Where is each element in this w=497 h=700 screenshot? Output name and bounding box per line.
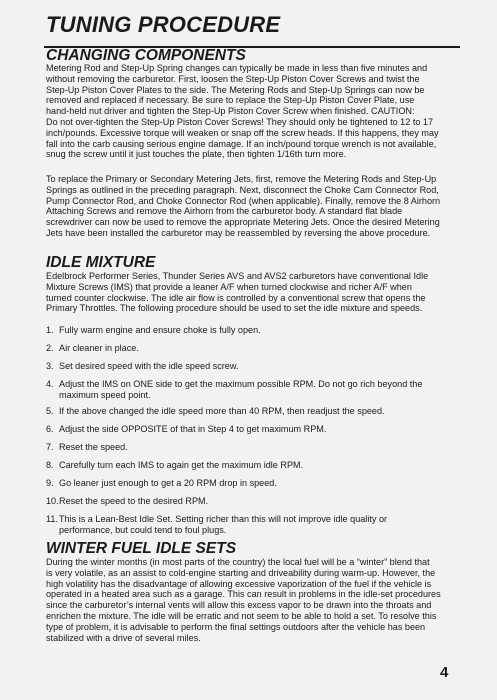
step-text: Adjust the side OPPOSITE of that in Step 4 to get maximum RPM. [59,424,327,434]
step-number: 1. [46,325,54,335]
step-number: 7. [46,442,54,452]
step-text: Air cleaner in place. [59,343,139,353]
changing-components-paragraph-1: Metering Rod and Step-Up Spring changes can typically be made in less than five minutes and without removing the carburetor. First, loosen the Step-Up Piston Cover Screws and twist the Step-Up Piston Cover Plates to the side. The Metering Rods and Step-Up Springs can now be removed and replaced if necessary. Be sure to replace the Step-Up Piston Cover Plate, use hand-held nut driver and tighten the Step-Up Piston Cover Screw when finished. CAUTION: Do not over-tighten the Step-Up Piston Cover Screws! They should only be tightened to 12 to 17 inch/pounds. Excessive torque will weaken or snap off the screw heads. If this happens, they may fall into the carb causing serious engine damage. If an inch/pound torque wrench is not available, snug the screw until it just touches the plate, then tighten 1/16th turn more. [46,63,439,160]
step-text: Carefully turn each IMS to again get the maximum idle RPM. [59,460,304,470]
step-number: 8. [46,460,54,470]
page-title: TUNING PROCEDURE [46,12,281,37]
step-text: Reset the speed to the desired RPM. [59,496,209,506]
idle-mixture-intro: Edelbrock Performer Series, Thunder Series AVS and AVS2 carburetors have conventional Idle Mixture Screws (IMS) that provide a leaner A/F when turned clockwise and richer A/F when turned counter clockwise. The idle air flow is controlled by a conventional screw that opens the Primary Throttles. The following procedure should be used to set the idle mixture and speeds. [46,271,429,314]
step-number: 9. [46,478,54,488]
step-number: 2. [46,343,54,353]
step-text: Adjust the IMS on ONE side to get the maximum possible RPM. Do not go rich beyond the maximum speed point. [59,379,423,400]
changing-components-heading: CHANGING COMPONENTS [46,47,246,64]
step-text: If the above changed the idle speed more than 40 RPM, then readjust the speed. [59,406,385,416]
page-number: 4 [440,664,449,681]
idle-mixture-heading: IDLE MIXTURE [46,254,156,271]
step-text: Fully warm engine and ensure choke is fully open. [59,325,261,335]
step-text: This is a Lean-Best Idle Set. Setting richer than this will not improve idle quality or performance, but could tend to foul plugs. [59,514,388,535]
step-number: 6. [46,424,54,434]
step-number: 3. [46,361,54,371]
step-number: 10. [46,496,59,506]
step-text: Reset the speed. [59,442,128,452]
winter-fuel-heading: WINTER FUEL IDLE SETS [46,540,237,557]
changing-components-paragraph-2: To replace the Primary or Secondary Metering Jets, first, remove the Metering Rods and Step-Up Springs as outlined in the preceding paragraph. Next, disconnect the Choke Cam Connector Rod, Pump Connector Rod, and Choke Connector Rod (when applicable). Finally, remove the 8 Airhorn Attaching Screws and remove the Airhorn from the carburetor body. A standard flat blade screwdriver can now be used to remove the appropriate Metering Jets. Once the desired Metering Jets have been installed the carburetor may be reassembled by reversing the above procedure. [46,174,441,238]
step-number: 4. [46,379,54,389]
winter-fuel-paragraph: During the winter months (in most parts of the country) the local fuel will be a “winter” blend that is very volatile, as an assist to cold-engine starting and driveability during warm-up. However, the high volatility has the disadvantage of allowing excessive vaporization of the fuel if the vehicle is operated in a heated area such as a garage. This can result in problems in the idle-set procedures since the carburetor’s internal vents will allow this excess vapor to be drawn into the throats and enrichen the mixture. The idle will be erratic and not seem to be able to hold a set. To resolve this type of problem, it is advisable to perform the final settings outdoors after the vehicle has been stabilized with a drive of several miles. [46,557,441,643]
step-text: Go leaner just enough to get a 20 RPM drop in speed. [59,478,277,488]
step-text: Set desired speed with the idle speed screw. [59,361,239,371]
step-number: 5. [46,406,54,416]
step-number: 11. [46,514,58,524]
